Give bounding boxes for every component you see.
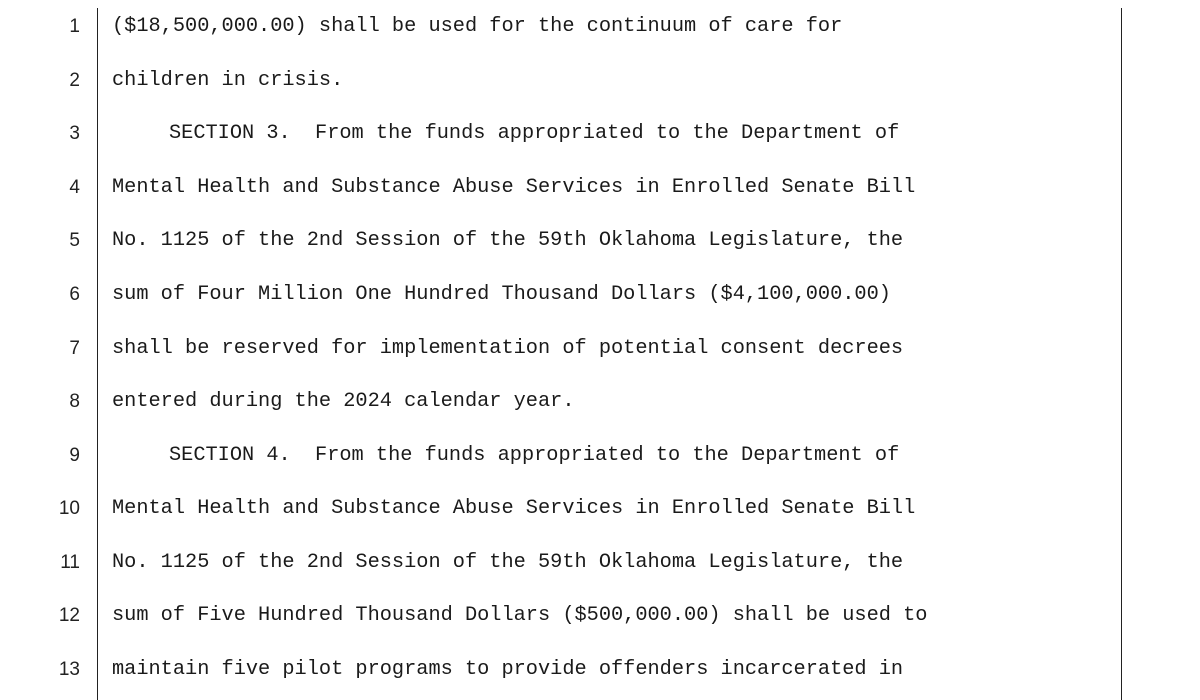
line-text: No. 1125 of the 2nd Session of the 59th Oklahoma Legislature, the <box>112 229 904 252</box>
text-line-13 <box>0 655 1120 685</box>
line-text: sum of Four Million One Hundred Thousand Dollars ($4,100,000.00) <box>112 283 891 306</box>
line-number: 11 <box>60 552 80 573</box>
line-number: 6 <box>69 284 80 305</box>
line-number: 8 <box>69 391 80 412</box>
line-text: sum of Five Hundred Thousand Dollars ($500,000.00) shall be used to <box>112 604 928 627</box>
line-number: 7 <box>69 338 80 359</box>
text-line-1 <box>0 12 1120 42</box>
line-number: 5 <box>69 230 80 251</box>
right-margin-rule <box>1121 8 1122 700</box>
line-number: 1 <box>69 16 80 37</box>
text-line-5 <box>0 226 1120 256</box>
line-text: Mental Health and Substance Abuse Services in Enrolled Senate Bill <box>112 176 916 199</box>
section-heading-line: SECTION 3. From the funds appropriated to the Department of <box>169 122 900 145</box>
line-text: shall be reserved for implementation of potential consent decrees <box>112 337 904 360</box>
line-number: 3 <box>69 123 80 144</box>
line-text: maintain five pilot programs to provide offenders incarcerated in <box>112 658 904 681</box>
line-number: 12 <box>58 605 80 626</box>
text-line-2 <box>0 66 1120 96</box>
line-text: children in crisis. <box>112 69 344 92</box>
text-line-7 <box>0 334 1120 364</box>
line-number: 10 <box>58 498 80 519</box>
line-text: ($18,500,000.00) shall be used for the continuum of care for <box>112 15 843 38</box>
text-line-10 <box>0 494 1120 524</box>
line-text: entered during the 2024 calendar year. <box>112 390 575 413</box>
line-number: 4 <box>69 177 80 198</box>
text-line-9 <box>0 441 1120 471</box>
text-line-3 <box>0 119 1120 149</box>
text-line-11 <box>0 548 1120 578</box>
line-text: No. 1125 of the 2nd Session of the 59th Oklahoma Legislature, the <box>112 551 904 574</box>
text-line-12 <box>0 601 1120 631</box>
text-line-6 <box>0 280 1120 310</box>
text-line-8 <box>0 387 1120 417</box>
section-heading-line: SECTION 4. From the funds appropriated to the Department of <box>169 444 900 467</box>
text-line-4 <box>0 173 1120 203</box>
line-number: 9 <box>69 445 80 466</box>
line-number: 2 <box>69 70 80 91</box>
line-number: 13 <box>58 659 80 680</box>
line-text: Mental Health and Substance Abuse Services in Enrolled Senate Bill <box>112 497 916 520</box>
